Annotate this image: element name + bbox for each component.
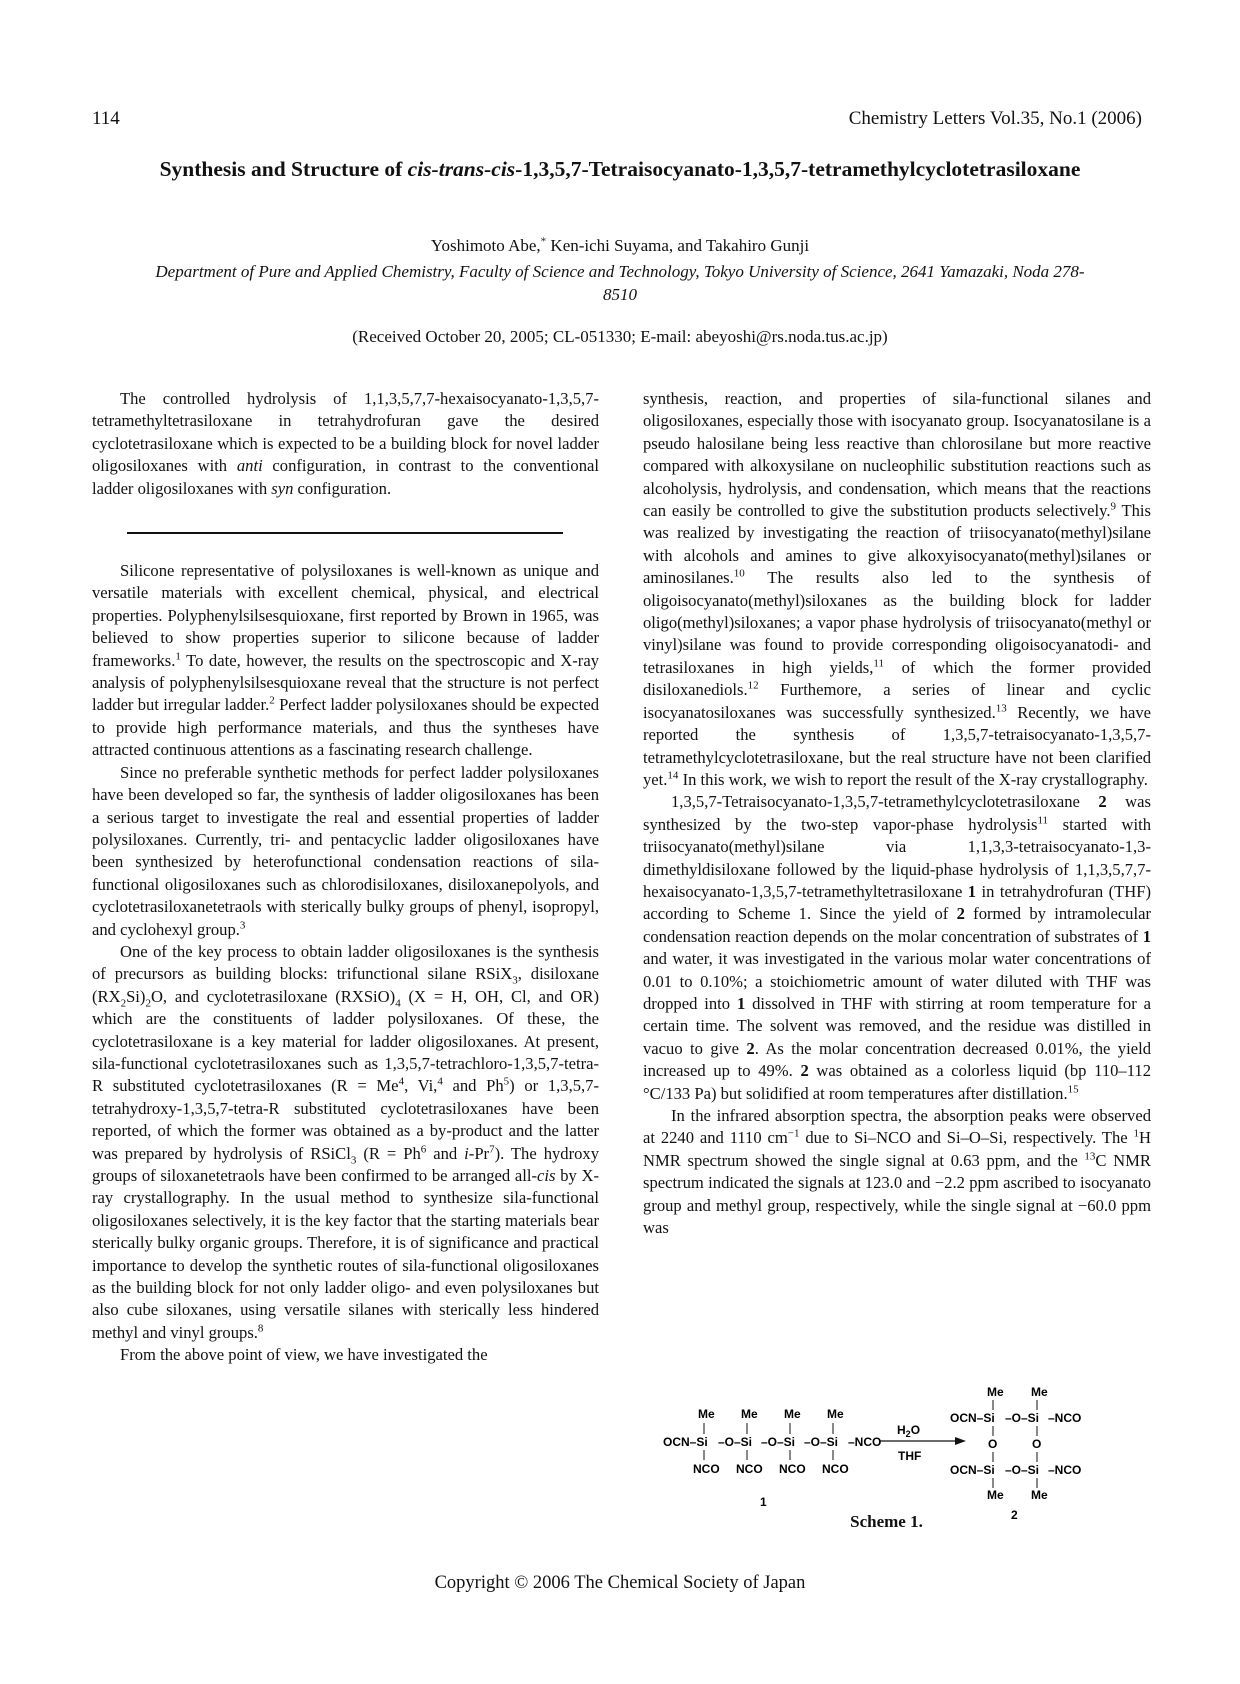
scheme-o-si: –O–Si [718,1435,753,1449]
affiliation: Department of Pure and Applied Chemistry, Faculty of Science and Technology, Tokyo University of Science, 2641 Yamazaki, Noda 278-8510 [155,262,1085,304]
left-column [92,388,599,1367]
scheme-me: Me [698,1407,715,1421]
scheme-me: Me [784,1407,801,1421]
scheme-me: Me [741,1407,758,1421]
scheme-nco: NCO [822,1462,849,1476]
page-number: 114 [92,108,120,129]
scheme-nco: NCO [693,1462,720,1476]
body-paragraph: synthesis, reaction, and properties of sila-functional silanes and oligosiloxanes, especially those with isocyanato group. Isocyanatosilane is a pseudo halosilane being less reactive than chlorosilane but more reactive compared with alkoxysilane on nucleophilic substitution reactions such as alcoholysis, hydrolysis, and condensation, which means that the reactions can easily be controlled to give the substitution products selectively.$^9$ This was realized by investigating the reaction of triisocyanato(methyl)silane with alcohols and amines to give alkoxyisocyanato(methyl)silanes or aminosilanes.$^{10}$ The results also led to the synthesis of oligoisocyanato(methyl)siloxanes as the building block for ladder oligo(methyl)siloxanes; a vapor phase hydrolysis of triisocyanato(methyl or vinyl)silane was found to provide corresponding oligoisocyanatodi- and tetrasiloxanes in high yields,$^{11}$ of which the former provided disiloxanediols.$^{12}$ Furthemore, a series of linear and cyclic isocyanatosiloxanes was successfully synthesized.$^{13}$ Recently, we have reported the synthesis of 1,3,5,7-tetraisocyanato-1,3,5,7-tetramethylcyclotetrasiloxane, but the real structure have not been clarified yet.$^{14}$ In this work, we wish to report the result of the X-ray crystallography. [643,389,1151,789]
scheme-o: O [1032,1437,1042,1451]
scheme-1-diagram [655,1374,1155,1534]
scheme-nco: NCO [779,1462,806,1476]
scheme-o-si: –O–Si [804,1435,839,1449]
compound-label-2: 2 [1011,1508,1018,1522]
body-paragraph: From the above point of view, we have investigated the [120,1345,488,1365]
compound-2 [950,1385,1081,1522]
scheme-me: Me [1031,1385,1048,1399]
scheme-ocn-si: OCN–Si [950,1411,995,1425]
paper-title: Synthesis and Structure of cis-trans-cis-1,3,5,7-Tetraisocyanato-1,3,5,7-tetramethylcyclotetrasiloxane [159,157,1081,181]
scheme-nco-end: –NCO [1048,1411,1082,1425]
scheme-ocn-si: OCN–Si [950,1463,995,1477]
body-paragraph: Silicone representative of polysiloxanes is well-known as unique and versatile materials with excellent chemical, physical, and electrical properties. Polyphenylsilsesquioxane, first reported by Brown in 1965, was believed to show properties superior to silicone because of ladder frameworks.$^1$ To date, however, the results on the spectroscopic and X-ray analysis of polyphenylsilsesquioxane reveal that the structure is not perfect ladder but irregular ladder.$^2$ Perfect ladder polysiloxanes should be expected to provide high performance materials, and thus the syntheses have attracted continuous attentions as a fascinating research challenge. [92,561,599,760]
body-paragraph: 1,3,5,7-Tetraisocyanato-1,3,5,7-tetramethylcyclotetrasiloxane 2 was synthesized by the two-step vapor-phase hydrolysis$^{11}$ started with triisocyanato(methyl)silane via 1,1,3,3-tetraisocyanato-1,3-dimethyldisiloxane followed by the liquid-phase hydrolysis of 1,1,3,5,7,7-hexaisocyanato-1,3,5,7-tetramethyltetrasiloxane 1 in tetrahydrofuran (THF) according to Scheme 1. Since the yield of 2 formed by intramolecular condensation reaction depends on the molar concentration of substrates of 1 and water, it was investigated in the various molar water concentrations of 0.01 to 0.10%; a stoichiometric amount of water diluted with THF was dropped into 1 dissolved in THF with stirring at room temperature for a certain time. The solvent was removed, and the residue was distilled in vacuo to give 2. As the molar concentration decreased 0.01%, the yield increased up to 49%. 2 was obtained as a colorless liquid (bp 110–112 °C/133 Pa) but solidified at room temperatures after distillation.$^{15}$ [643,792,1152,1103]
authors: Yoshimoto Abe,* Ken-ichi Suyama, and Takahiro Gunji [430,235,810,255]
abstract-separator [127,532,563,534]
reaction-arrow [880,1423,966,1463]
journal-header: Chemistry Letters Vol.35, No.1 (2006) [848,108,1142,129]
scheme-o-si: –O–Si [761,1435,796,1449]
body-paragraph: In the infrared absorption spectra, the absorption peaks were observed at 2240 and 1110 $cm^{-1}$ due to Si–NCO and Si–O–Si, respectively. The $^1$H NMR spectrum showed the single signal at 0.63 ppm, and the $^{13}$C NMR spectrum indicated the signals at 123.0 and −2.2 ppm ascribed to isocyanato group and methyl group, respectively, while the single signal at −60.0 ppm was [643,1106,1151,1238]
scheme-nco-end: –NCO [1048,1463,1082,1477]
abstract: The controlled hydrolysis of 1,1,3,5,7,7-hexaisocyanato-1,3,5,7-tetramethyltetrasiloxane in tetrahydrofuran gave the desired cyclotetrasiloxane which is expected to be a building block for novel ladder oligosiloxanes with anti configuration, in contrast to the conventional ladder oligosiloxanes with syn configuration. [92,389,599,498]
svg-text:H2O: $H_2O$ [897,1423,921,1439]
body-paragraph: Since no preferable synthetic methods for perfect ladder polysiloxanes have been developed so far, the synthesis of ladder oligosiloxanes has been a serious target to investigate the real and essential properties of ladder polysiloxanes. Currently, tri- and pentacyclic ladder oligosiloxanes have been synthesized by heterofunctional condensation reactions of sila-functional oligosiloxanes such as chlorodisiloxanes, disiloxanepolyols, and cyclotetrasiloxanetetraols with sterically bulky groups of phenyl, isopropyl, and cyclohexyl group.$^3$ [92,762,599,939]
body-paragraph: One of the key process to obtain ladder oligosiloxanes is the synthesis of precursors as building blocks: trifunctional silane RSiX$_3$, disiloxane $(RX_2Si)_2O$, and cyclotetrasiloxane $(RXSiO)_4$ (X = H, OH, Cl, and OR) which are the constituents of ladder polysiloxanes. Of these, the cyclotetrasiloxane is a key material for ladder oligosiloxanes. At present, sila-functional cyclotetrasiloxanes such as 1,3,5,7-tetrachloro-1,3,5,7-tetra-R substituted cyclotetrasiloxanes ($R = Me^4$, Vi,$^4$ and Ph$^5$) or 1,3,5,7-tetrahydroxy-1,3,5,7-tetra-R substituted cyclotetrasiloxanes have been reported, of which the former was obtained as a by-product and the latter was prepared by hydrolysis of RSiCl$_3$ ($R = Ph^6$ and i-Pr$^7$). The hydroxy groups of siloxanetetraols have been confirmed to be arranged all-cis by X-ray crystallography. In the usual method to synthesize sila-functional oligosiloxanes selectively, it is the key factor that the starting materials bear sterically bulky organic groups. Therefore, it is of significance and practical importance to develop the synthetic routes of sila-functional oligosiloxanes as the building block for not only ladder oligo- and even polysiloxanes but also cube siloxanes, using versatile silanes with sterically less hindered methyl and vinyl groups.$^8$ [92,941,600,1342]
scheme-me: Me [827,1407,844,1421]
scheme-me: Me [987,1488,1004,1502]
compound-1 [663,1407,881,1509]
scheme-ocn-si: OCN–Si [663,1435,708,1449]
scheme-caption: Scheme 1. [850,1512,923,1531]
scheme-nco: NCO [736,1462,763,1476]
copyright-footer: Copyright © 2006 The Chemical Society of Japan [434,1573,806,1593]
reagent-thf: THF [898,1449,922,1463]
received-line: (Received October 20, 2005; CL-051330; E-mail: abeyoshi@rs.noda.tus.ac.jp) [352,327,888,346]
right-column [643,388,1151,1239]
scheme-nco-end: –NCO [848,1435,882,1449]
scheme-o: O [988,1437,998,1451]
scheme-me: Me [987,1385,1004,1399]
compound-label-1: 1 [760,1495,767,1509]
scheme-me: Me [1031,1488,1048,1502]
scheme-o-si: –O–Si [1005,1411,1040,1425]
scheme-o-si: –O–Si [1005,1463,1040,1477]
